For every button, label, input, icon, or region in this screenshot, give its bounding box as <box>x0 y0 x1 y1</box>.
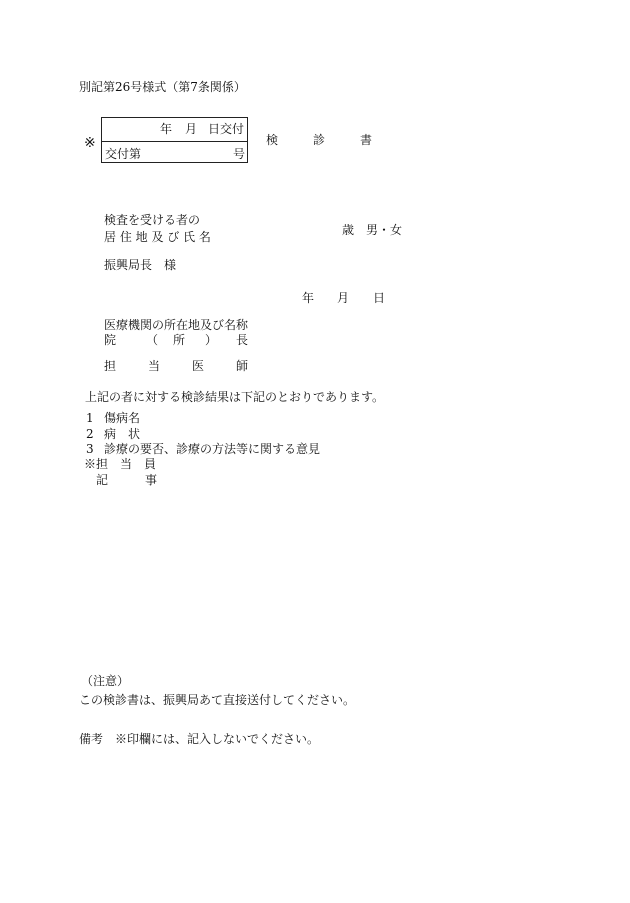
issue-month: 月 <box>185 122 198 136</box>
director-char-2: 所 <box>173 333 186 347</box>
item-condition: 病 状 <box>104 427 141 441</box>
date-day: 日 <box>373 291 386 305</box>
item-injury-name: 傷病名 <box>104 411 141 425</box>
form-header: 別記第26号様式（第7条関係） <box>79 80 246 94</box>
director-paren-close: ） <box>205 333 218 347</box>
subject-label-line-2: 居 住 地 及 び 氏 名 <box>104 230 211 244</box>
remarks-text: 備考 ※印欄には、記入しないでください。 <box>79 732 320 746</box>
date-year: 年 <box>302 291 315 305</box>
physician-char-2: 当 <box>148 359 161 373</box>
date-month: 月 <box>337 291 350 305</box>
item-number-1: 1 <box>86 411 94 425</box>
result-statement: 上記の者に対する検診結果は下記のとおりであります。 <box>85 390 385 404</box>
age-sex-field: 歳 男・女 <box>342 223 403 237</box>
notes-text: この検診書は、振興局あて直接送付してください。 <box>79 693 356 707</box>
institution-label: 医療機関の所在地及び名称 <box>104 318 249 332</box>
addressee: 振興局長 様 <box>104 258 177 272</box>
issue-box <box>101 117 248 163</box>
title-char-2: 診 <box>313 133 326 147</box>
director-char-3: 長 <box>236 333 249 347</box>
director-paren-open: （ <box>146 333 159 347</box>
director-char-1: 院 <box>104 333 117 347</box>
record-char-1: 記 <box>96 473 109 487</box>
item-number-3: 3 <box>86 442 94 456</box>
title-char-1: 検 <box>266 133 279 147</box>
item-staff: ※担 当 員 <box>84 457 157 471</box>
subject-label-line-1: 検査を受ける者の <box>104 213 201 227</box>
title-char-3: 書 <box>360 133 373 147</box>
kome-mark: ※ <box>84 135 96 151</box>
physician-char-1: 担 <box>104 359 117 373</box>
item-number-2: 2 <box>86 427 94 441</box>
physician-char-4: 師 <box>236 359 249 373</box>
issue-day: 日交付 <box>208 122 245 136</box>
issue-box-divider <box>102 141 247 142</box>
notes-heading: （注意） <box>81 674 130 688</box>
issue-number-label: 交付第 <box>105 147 142 161</box>
physician-char-3: 医 <box>192 359 205 373</box>
item-treatment-opinion: 診療の要否、診療の方法等に関する意見 <box>104 442 321 456</box>
issue-year: 年 <box>160 122 173 136</box>
issue-number-suffix: 号 <box>233 147 246 161</box>
record-char-2: 事 <box>145 473 158 487</box>
